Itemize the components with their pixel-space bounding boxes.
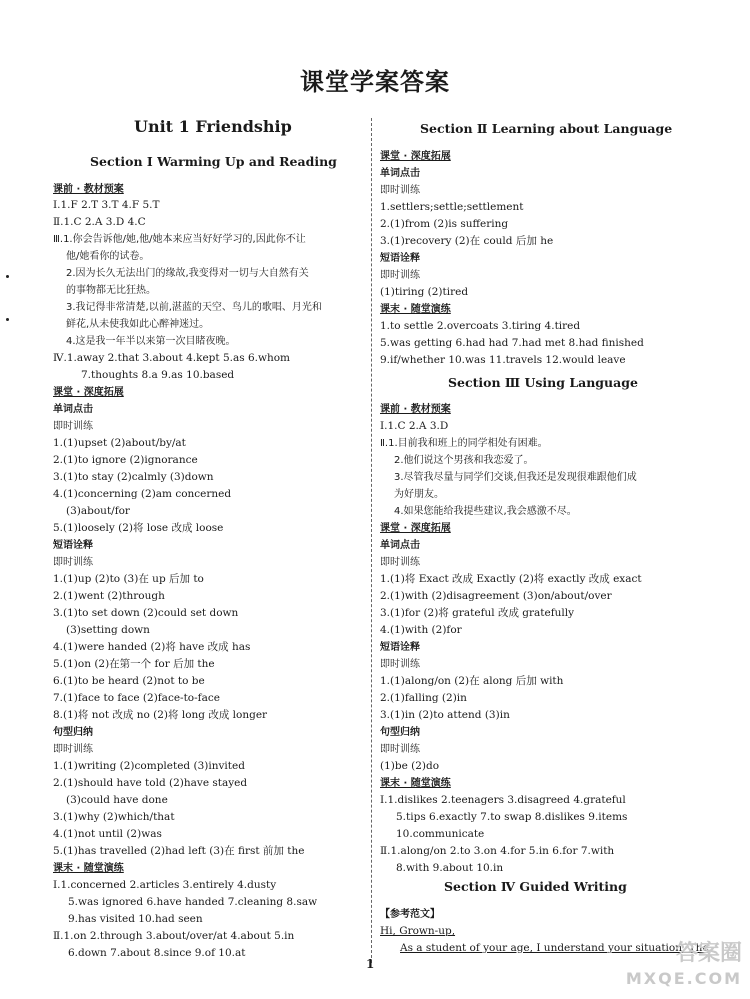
answer-line: 6.down 7.about 8.since 9.of 10.at xyxy=(68,947,246,959)
answer-line: 的事物都无比狂热。 xyxy=(66,285,156,296)
subsection-tag: 课堂 · 深度拓展 xyxy=(380,151,451,162)
answer-line: 5.(1)on (2)在第一个 for 后加 the xyxy=(53,658,215,670)
answer-line: Ⅰ.1.dislikes 2.teenagers 3.disagreed 4.grateful xyxy=(380,794,626,806)
answer-line: 4.如果您能给我提些建议,我会感激不尽。 xyxy=(394,506,577,517)
subheading: 即时训练 xyxy=(380,744,420,755)
answer-line: 7.(1)face to face (2)face-to-face xyxy=(53,692,220,704)
answer-line: 10.communicate xyxy=(396,828,485,840)
subheading: 即时训练 xyxy=(380,270,420,281)
answer-line: 5.(1)loosely (2)将 lose 改成 loose xyxy=(53,522,224,534)
answer-line: 6.(1)to be heard (2)not to be xyxy=(53,675,205,687)
subheading: 单词点击 xyxy=(53,404,93,415)
answer-line: (1)tiring (2)tired xyxy=(380,286,469,298)
answer-line: 3.(1)for (2)将 grateful 改成 gratefully xyxy=(380,607,575,619)
answer-line: 3.(1)why (2)which/that xyxy=(53,811,175,823)
answer-line: 他/她看你的试卷。 xyxy=(66,251,150,262)
answer-line: (3)about/for xyxy=(66,505,130,517)
answer-line: 3.(1)in (2)to attend (3)in xyxy=(380,709,510,721)
answer-line: Ⅳ.1.away 2.that 3.about 4.kept 5.as 6.whom xyxy=(53,352,291,364)
subheading: 短语诠释 xyxy=(380,253,420,264)
subheading: 【参考范文】 xyxy=(380,909,440,920)
subsection-tag: 课前 · 教材预案 xyxy=(53,184,124,195)
answer-line: 4.(1)concerning (2)am concerned xyxy=(53,488,232,500)
answer-line: Ⅰ.1.C 2.A 3.D xyxy=(380,420,449,432)
answer-line: 3.我记得非常清楚,以前,湛蓝的天空、鸟儿的歌唱、月光和 xyxy=(66,302,322,313)
answer-line: 4.(1)were handed (2)将 have 改成 has xyxy=(53,641,251,653)
subheading: 即时训练 xyxy=(53,744,93,755)
subsection-tag: 课堂 · 深度拓展 xyxy=(380,523,451,534)
watermark-line: MXQE.COM xyxy=(625,969,742,988)
answer-line: 鲜花,从未使我如此心醉神迷过。 xyxy=(66,319,210,330)
subheading: 单词点击 xyxy=(380,168,420,179)
answer-line: 3.尽管我尽量与同学们交谈,但我还是发现很难跟他们成 xyxy=(394,472,637,483)
subheading: 即时训练 xyxy=(380,557,420,568)
section-title: Section Ⅲ Using Language xyxy=(448,375,638,390)
answer-line: 5.tips 6.exactly 7.to swap 8.dislikes 9.items xyxy=(396,811,628,823)
answer-line: 2.(1)from (2)is suffering xyxy=(380,218,509,230)
answer-line: 4.(1)with (2)for xyxy=(380,624,462,636)
watermark-logo xyxy=(592,939,742,995)
answer-line: 2.(1)should have told (2)have stayed xyxy=(53,777,248,789)
answer-line: 1.(1)up (2)to (3)在 up 后加 to xyxy=(53,573,204,585)
subsection-tag: 课末 · 随堂演练 xyxy=(53,863,124,874)
answer-line: 9.has visited 10.had seen xyxy=(68,913,203,925)
answer-line: 1.(1)along/on (2)在 along 后加 with xyxy=(380,675,564,687)
answer-line: Ⅱ.1.C 2.A 3.D 4.C xyxy=(53,216,146,228)
essay-line: As a student of your age, I understand your situation. The xyxy=(400,942,709,954)
answer-line: 5.was getting 6.had had 7.had met 8.had finished xyxy=(380,337,644,349)
subheading: 短语诠释 xyxy=(380,642,420,653)
answer-line: 1.(1)upset (2)about/by/at xyxy=(53,437,186,449)
subsection-tag: 课末 · 随堂演练 xyxy=(380,778,451,789)
answer-line: 1.(1)writing (2)completed (3)invited xyxy=(53,760,245,772)
answer-line: Ⅱ.1.on 2.through 3.about/over/at 4.about 5.in xyxy=(53,930,295,942)
column-divider xyxy=(371,118,372,963)
section-title: Section Ⅰ Warming Up and Reading xyxy=(90,154,337,169)
answer-line: Ⅲ.1.你会告诉他/她,他/她本来应当好好学习的,因此你不让 xyxy=(53,234,306,245)
answer-line: 7.thoughts 8.a 9.as 10.based xyxy=(81,369,235,381)
answer-line: (3)could have done xyxy=(66,794,168,806)
answer-line: 1.(1)将 Exact 改成 Exactly (2)将 exactly 改成 exact xyxy=(380,573,642,585)
subheading: 单词点击 xyxy=(380,540,420,551)
answer-line: Ⅱ.1.along/on 2.to 3.on 4.for 5.in 6.for 7.with xyxy=(380,845,615,857)
watermark-line: 答案圈 xyxy=(675,941,742,966)
answer-line: 5.(1)has travelled (2)had left (3)在 first 前加 the xyxy=(53,845,305,857)
subheading: 句型归纳 xyxy=(53,727,93,738)
answer-line: 为好朋友。 xyxy=(394,489,444,500)
essay-line: Hi, Grown-up, xyxy=(380,925,456,937)
answer-line: (1)be (2)do xyxy=(380,760,440,772)
page-number: 1 xyxy=(366,957,375,971)
answer-line: 5.was ignored 6.have handed 7.cleaning 8.saw xyxy=(68,896,318,908)
subsection-tag: 课末 · 随堂演练 xyxy=(380,304,451,315)
subheading: 即时训练 xyxy=(53,557,93,568)
answer-line: 2.(1)to ignore (2)ignorance xyxy=(53,454,198,466)
subheading: 短语诠释 xyxy=(53,540,93,551)
answer-line: 9.if/whether 10.was 11.travels 12.would leave xyxy=(380,354,626,366)
answer-line: 3.(1)to stay (2)calmly (3)down xyxy=(53,471,214,483)
answer-line: 4.这是我一年半以来第一次目睹夜晚。 xyxy=(66,336,236,347)
subsection-tag: 课前 · 教材预案 xyxy=(380,404,451,415)
margin-dot xyxy=(6,275,9,278)
page-title: 课堂学案答案 xyxy=(300,68,450,96)
answer-line: 2.因为长久无法出门的缘故,我变得对一切与大自然有关 xyxy=(66,268,309,279)
subheading: 即时训练 xyxy=(380,659,420,670)
section-title: Section Ⅳ Guided Writing xyxy=(444,879,627,894)
section-title: Section Ⅱ Learning about Language xyxy=(420,121,673,136)
margin-dot xyxy=(6,318,9,321)
answer-line: 4.(1)not until (2)was xyxy=(53,828,162,840)
answer-line: 1.settlers;settle;settlement xyxy=(380,201,524,213)
answer-line: Ⅰ.1.F 2.T 3.T 4.F 5.T xyxy=(53,199,160,211)
answer-line: 2.(1)went (2)through xyxy=(53,590,165,602)
subheading: 即时训练 xyxy=(380,185,420,196)
answer-line: 3.(1)recovery (2)在 could 后加 he xyxy=(380,235,554,247)
answer-line: 2.(1)falling (2)in xyxy=(380,692,467,704)
subheading: 即时训练 xyxy=(53,421,93,432)
unit-title: Unit 1 Friendship xyxy=(134,117,292,136)
answer-line: 2.(1)with (2)disagreement (3)on/about/over xyxy=(380,590,612,602)
answer-line: 1.to settle 2.overcoats 3.tiring 4.tired xyxy=(380,320,581,332)
answer-line: Ⅰ.1.concerned 2.articles 3.entirely 4.dusty xyxy=(53,879,277,891)
answer-line: 8.with 9.about 10.in xyxy=(396,862,504,874)
answer-line: Ⅱ.1.目前我和班上的同学相处有困难。 xyxy=(380,438,548,449)
subheading: 句型归纳 xyxy=(380,727,420,738)
answer-line: 3.(1)to set down (2)could set down xyxy=(53,607,239,619)
subsection-tag: 课堂 · 深度拓展 xyxy=(53,387,124,398)
answer-line: 8.(1)将 not 改成 no (2)将 long 改成 longer xyxy=(53,709,268,721)
answer-line: (3)setting down xyxy=(66,624,150,636)
answer-line: 2.他们说这个男孩和我恋爱了。 xyxy=(394,455,534,466)
